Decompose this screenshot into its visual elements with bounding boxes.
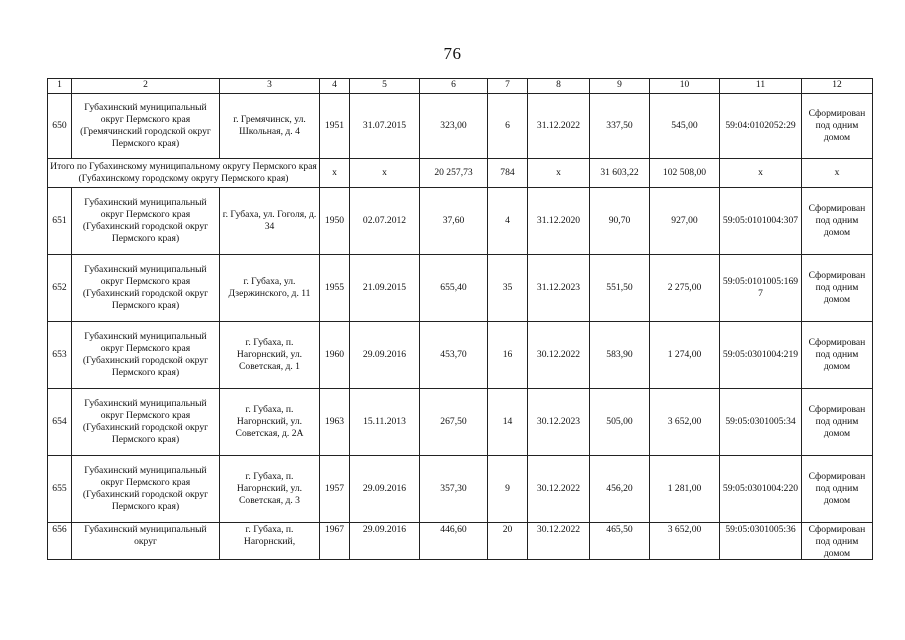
area-cell: 446,60	[420, 523, 488, 560]
row-index: 651	[48, 188, 72, 255]
table-row	[48, 523, 873, 560]
year-cell: 1950	[320, 188, 350, 255]
area-cell: 357,30	[420, 456, 488, 523]
land-area-cell: 337,50	[590, 94, 650, 159]
residents-cell: 14	[488, 389, 528, 456]
land-area-cell: 456,20	[590, 456, 650, 523]
land-area-cell: 551,50	[590, 255, 650, 322]
plot-status-cell: Сформирован под одним домом	[802, 523, 873, 560]
table-row	[48, 322, 873, 389]
total-residents-cell: 784	[488, 159, 528, 188]
row-index: 650	[48, 94, 72, 159]
address-cell: г. Губаха, п. Нагорнский, ул. Советская, д. 2А	[220, 389, 320, 456]
table-row	[48, 188, 873, 255]
municipality-cell: Губахинский муниципальный округ Пермского края (Губахинский городской округ Пермского края)	[72, 389, 220, 456]
column-number: 9	[590, 79, 650, 94]
total-area-cell: 20 257,73	[420, 159, 488, 188]
row-index: 653	[48, 322, 72, 389]
table-row	[48, 389, 873, 456]
table-row	[48, 94, 873, 159]
plot-status-cell: Сформирован под одним домом	[802, 188, 873, 255]
resettlement-date-cell: 30.12.2022	[528, 523, 590, 560]
address-cell: г. Губаха, п. Нагорнский,	[220, 523, 320, 560]
plot-status-cell: Сформирован под одним домом	[802, 389, 873, 456]
resettlement-date-cell: 30.12.2022	[528, 456, 590, 523]
total-plot-area-cell: 102 508,00	[650, 159, 720, 188]
column-number: 2	[72, 79, 220, 94]
land-area-cell: 465,50	[590, 523, 650, 560]
recognition-date-cell: 31.07.2015	[350, 94, 420, 159]
plot-status-cell: Сформирован под одним домом	[802, 255, 873, 322]
total-label: Итого по Губахинскому муниципальному округу Пермского края (Губахинскому городскому округу Пермского края)	[48, 159, 320, 188]
recognition-date-cell: 02.07.2012	[350, 188, 420, 255]
resettlement-date-cell: 30.12.2023	[528, 389, 590, 456]
resettlement-date-cell: 30.12.2022	[528, 322, 590, 389]
land-area-cell: 505,00	[590, 389, 650, 456]
municipality-cell: Губахинский муниципальный округ Пермского края (Губахинский городской округ Пермского края)	[72, 255, 220, 322]
area-cell: 323,00	[420, 94, 488, 159]
column-number: 4	[320, 79, 350, 94]
plot-status-cell: Сформирован под одним домом	[802, 456, 873, 523]
plot-area-cell: 545,00	[650, 94, 720, 159]
address-cell: г. Губаха, п. Нагорнский, ул. Советская, д. 1	[220, 322, 320, 389]
column-number: 11	[720, 79, 802, 94]
recognition-date-cell: 21.09.2015	[350, 255, 420, 322]
page-number: 76	[443, 44, 462, 63]
resettlement-date-cell: 31.12.2020	[528, 188, 590, 255]
column-number: 10	[650, 79, 720, 94]
residents-cell: 4	[488, 188, 528, 255]
recognition-date-cell: 29.09.2016	[350, 322, 420, 389]
total-row	[48, 159, 873, 188]
housing-registry-table	[47, 78, 873, 560]
plot-status-cell: Сформирован под одним домом	[802, 322, 873, 389]
address-cell: г. Губаха, п. Нагорнский, ул. Советская, д. 3	[220, 456, 320, 523]
total-cell: x	[320, 159, 350, 188]
recognition-date-cell: 29.09.2016	[350, 523, 420, 560]
resettlement-date-cell: 31.12.2023	[528, 255, 590, 322]
total-land-area-cell: 31 603,22	[590, 159, 650, 188]
row-index: 654	[48, 389, 72, 456]
municipality-cell: Губахинский муниципальный округ	[72, 523, 220, 560]
total-cell: x	[720, 159, 802, 188]
municipality-cell: Губахинский муниципальный округ Пермского края (Губахинский городской округ Пермского края)	[72, 456, 220, 523]
row-index: 655	[48, 456, 72, 523]
residents-cell: 35	[488, 255, 528, 322]
area-cell: 37,60	[420, 188, 488, 255]
plot-area-cell: 3 652,00	[650, 523, 720, 560]
year-cell: 1960	[320, 322, 350, 389]
residents-cell: 9	[488, 456, 528, 523]
cadastral-number-cell: 59:05:0301005:36	[720, 523, 802, 560]
table-row	[48, 456, 873, 523]
total-cell: x	[350, 159, 420, 188]
cadastral-number-cell: 59:05:0301004:220	[720, 456, 802, 523]
column-number: 3	[220, 79, 320, 94]
cadastral-number-cell: 59:05:0101005:1697	[720, 255, 802, 322]
cadastral-number-cell: 59:05:0101004:307	[720, 188, 802, 255]
year-cell: 1955	[320, 255, 350, 322]
plot-status-cell: Сформирован под одним домом	[802, 94, 873, 159]
municipality-cell: Губахинский муниципальный округ Пермского края (Губахинский городской округ Пермского края)	[72, 322, 220, 389]
column-number: 6	[420, 79, 488, 94]
cadastral-number-cell: 59:05:0301005:34	[720, 389, 802, 456]
column-number: 8	[528, 79, 590, 94]
municipality-cell: Губахинский муниципальный округ Пермского края (Гремячинский городской округ Пермского края)	[72, 94, 220, 159]
total-cell: x	[802, 159, 873, 188]
column-number: 5	[350, 79, 420, 94]
land-area-cell: 583,90	[590, 322, 650, 389]
plot-area-cell: 2 275,00	[650, 255, 720, 322]
total-cell: x	[528, 159, 590, 188]
address-cell: г. Гремячинск, ул. Школьная, д. 4	[220, 94, 320, 159]
row-index: 656	[48, 523, 72, 560]
row-index: 652	[48, 255, 72, 322]
address-cell: г. Губаха, ул. Гоголя, д. 34	[220, 188, 320, 255]
year-cell: 1967	[320, 523, 350, 560]
plot-area-cell: 1 281,00	[650, 456, 720, 523]
area-cell: 267,50	[420, 389, 488, 456]
cadastral-number-cell: 59:05:0301004:219	[720, 322, 802, 389]
residents-cell: 20	[488, 523, 528, 560]
column-number: 12	[802, 79, 873, 94]
column-number-header-row	[48, 79, 873, 94]
resettlement-date-cell: 31.12.2022	[528, 94, 590, 159]
plot-area-cell: 3 652,00	[650, 389, 720, 456]
recognition-date-cell: 15.11.2013	[350, 389, 420, 456]
area-cell: 655,40	[420, 255, 488, 322]
municipality-cell: Губахинский муниципальный округ Пермского края (Губахинский городской округ Пермского края)	[72, 188, 220, 255]
land-area-cell: 90,70	[590, 188, 650, 255]
year-cell: 1951	[320, 94, 350, 159]
cadastral-number-cell: 59:04:0102052:29	[720, 94, 802, 159]
year-cell: 1957	[320, 456, 350, 523]
recognition-date-cell: 29.09.2016	[350, 456, 420, 523]
area-cell: 453,70	[420, 322, 488, 389]
column-number: 7	[488, 79, 528, 94]
residents-cell: 6	[488, 94, 528, 159]
table-row	[48, 255, 873, 322]
residents-cell: 16	[488, 322, 528, 389]
address-cell: г. Губаха, ул. Дзержинского, д. 11	[220, 255, 320, 322]
plot-area-cell: 1 274,00	[650, 322, 720, 389]
column-number: 1	[48, 79, 72, 94]
year-cell: 1963	[320, 389, 350, 456]
plot-area-cell: 927,00	[650, 188, 720, 255]
